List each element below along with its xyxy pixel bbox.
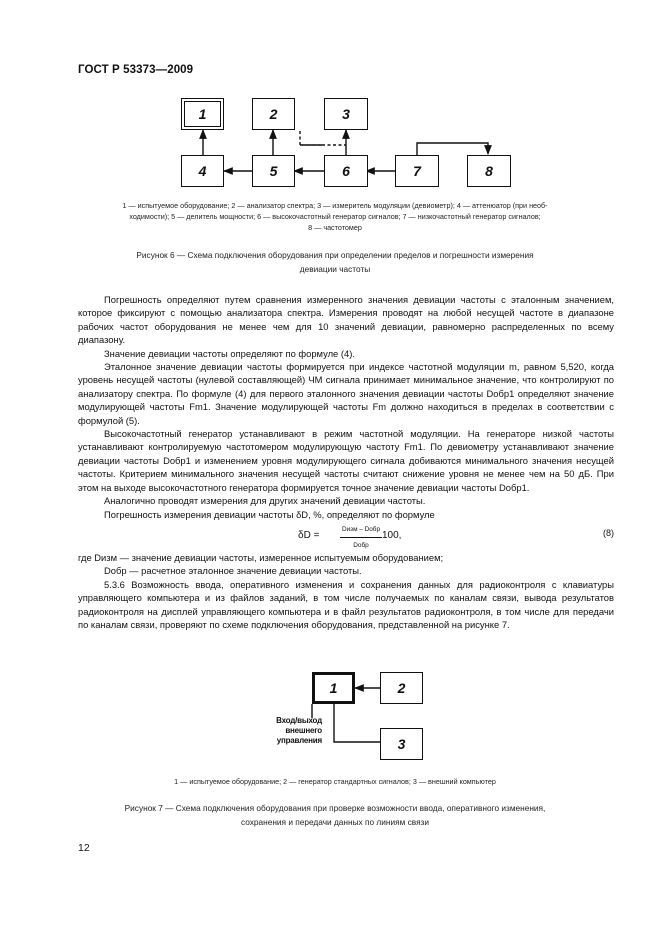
fig7-box-3-external-computer: 3 [380,728,423,760]
box-5-power-divider: 5 [252,155,295,187]
paragraph-7: 5.3.6 Возможность ввода, оперативного изменения и сохранения данных для радиоконтроля с клавиатуры управляющего компьютера и из файлов заданий, в том числе получаемых по каналам связи, вывода результатов радиоконтроля на дисплей управляющего компьютера и в файл результатов радиоконтроля, в том числе для передачи по каналам связи, проверяют по схеме подключения оборудования, представленной на рисунке 7. [78,578,614,630]
box-8-frequency-counter: 8 [467,155,511,187]
paragraph-1: Погрешность определяют путем сравнения измеренного значения девиации частоты с эталонным значением, которое фиксируют с помощью анализатора спектра. Измерения проводят на любой несущей частоте в диапазоне рабочих частот оборудования не менее чем для 10 значений девиации, равномерно распределенных по всему диапазону. [78,294,614,346]
figure-6-legend-line-1: 1 — испытуемое оборудование; 2 — анализатор спектра; 3 — измеритель модуляции (девиометр); 4 — аттенюатор (при необ- [122,201,548,210]
fig7-box-1-equipment: 1 [312,672,355,704]
external-control-label-line-1: Вход/выход [276,716,322,725]
figure-7-legend: 1 — испытуемое оборудование; 2 — генератор стандартных сигналов; 3 — внешний компьютер [174,777,496,786]
formula-number: (8) [603,527,614,538]
where-line-1: где Dизм — значение девиации частоты, измеренное испытуемым оборудованием; [78,551,444,563]
figure-7-caption-line-2: сохранения и передачи данных по линиям связи [240,816,430,827]
dashed-link-2-3 [300,130,322,145]
figure-6-caption-line-2: девиации частоты [299,263,371,274]
paragraph-3: Эталонное значение девиации частоты формируется при индексе частотной модуляции m, равном 5,520, когда уровень несущей частоты (нулевой составляющей) ЧМ сигнала принимает минимальное значение, что контролируют по анализатору спектра. По формуле (4) для первого эталонного значения девиации частоты Dобр1 определяют значение модулирующей частоты Fm1. Значение модулирующей частоты Fm должно находиться в пределах в соответствии с формулой (5). [78,361,614,426]
paragraph-6: Погрешность измерения девиации частоты δD, %, определяют по формуле [104,508,435,520]
figure-6-caption-line-1: Рисунок 6 — Схема подключения оборудования при определении пределов и погрешности измерения [136,250,534,260]
document-header: ГОСТ Р 53373—2009 [78,64,194,76]
box-7-lf-generator: 7 [395,155,439,187]
box-4-attenuator: 4 [181,155,224,187]
page-number: 12 [78,842,90,854]
external-control-label [252,716,322,746]
link-1-to-3 [334,704,380,742]
figure-7-diagram [0,660,661,770]
box-2-spectrum-analyzer: 2 [252,98,295,130]
paragraph-2: Значение девиации частоты определяют по формуле (4). [104,347,355,359]
paragraph-4: Высокочастотный генератор устанавливают в режим частотной модуляции. На генераторе низкой частоты устанавливают контролируемую частотомером модулирующую частоту Fm1. По девиометру устанавливают значение девиации частоты Dобр1 и изменением уровня модулирующего сигнала добиваются минимального значения несущей частоты. Критерием минимального значения несущей частоты считают снижение уровня не менее чем на 50 дБ. При этом на выходе высокочастотного генератора формируется точное значение девиации частоты Dобр1. [78,428,614,493]
figure-6-caption [70,249,600,276]
external-control-label-line-2: внешнего [285,726,322,735]
external-control-label-line-3: управления [276,736,322,745]
figure-6-diagram [0,0,661,200]
fig7-box-2-signal-generator: 2 [380,672,423,704]
figure-7-caption [70,802,600,829]
figure-6-legend-line-3: 8 — частотомер [308,223,362,232]
box-6-hf-generator: 6 [324,155,368,187]
figure-6-legend-line-2: ходимости); 5 — делитель мощности; 6 — высокочастотный генератор сигналов; 7 — низкочастотный генератор сигналов; [129,212,541,221]
formula-8 [78,521,614,551]
figure-6-legend [70,200,600,233]
figure-7-caption-line-1: Рисунок 7 — Схема подключения оборудования при проверке возможности ввода, оперативного изменения, [124,803,546,813]
paragraph-5: Аналогично проводят измерения для других значений девиации частоты. [104,495,426,507]
where-line-2: Dобр — расчетное эталонное значение девиации частоты. [104,565,362,577]
formula-lhs: δD = [298,529,320,541]
formula-numerator: Dизм – Dобр [340,523,382,538]
body-text [78,293,614,631]
box-3-deviometer: 3 [324,98,368,130]
formula-multiplier: 100, [382,529,402,541]
formula-denominator: Dобр [353,542,369,550]
formula-fraction [340,523,382,553]
box-1-equipment-under-test: 1 [181,98,224,130]
